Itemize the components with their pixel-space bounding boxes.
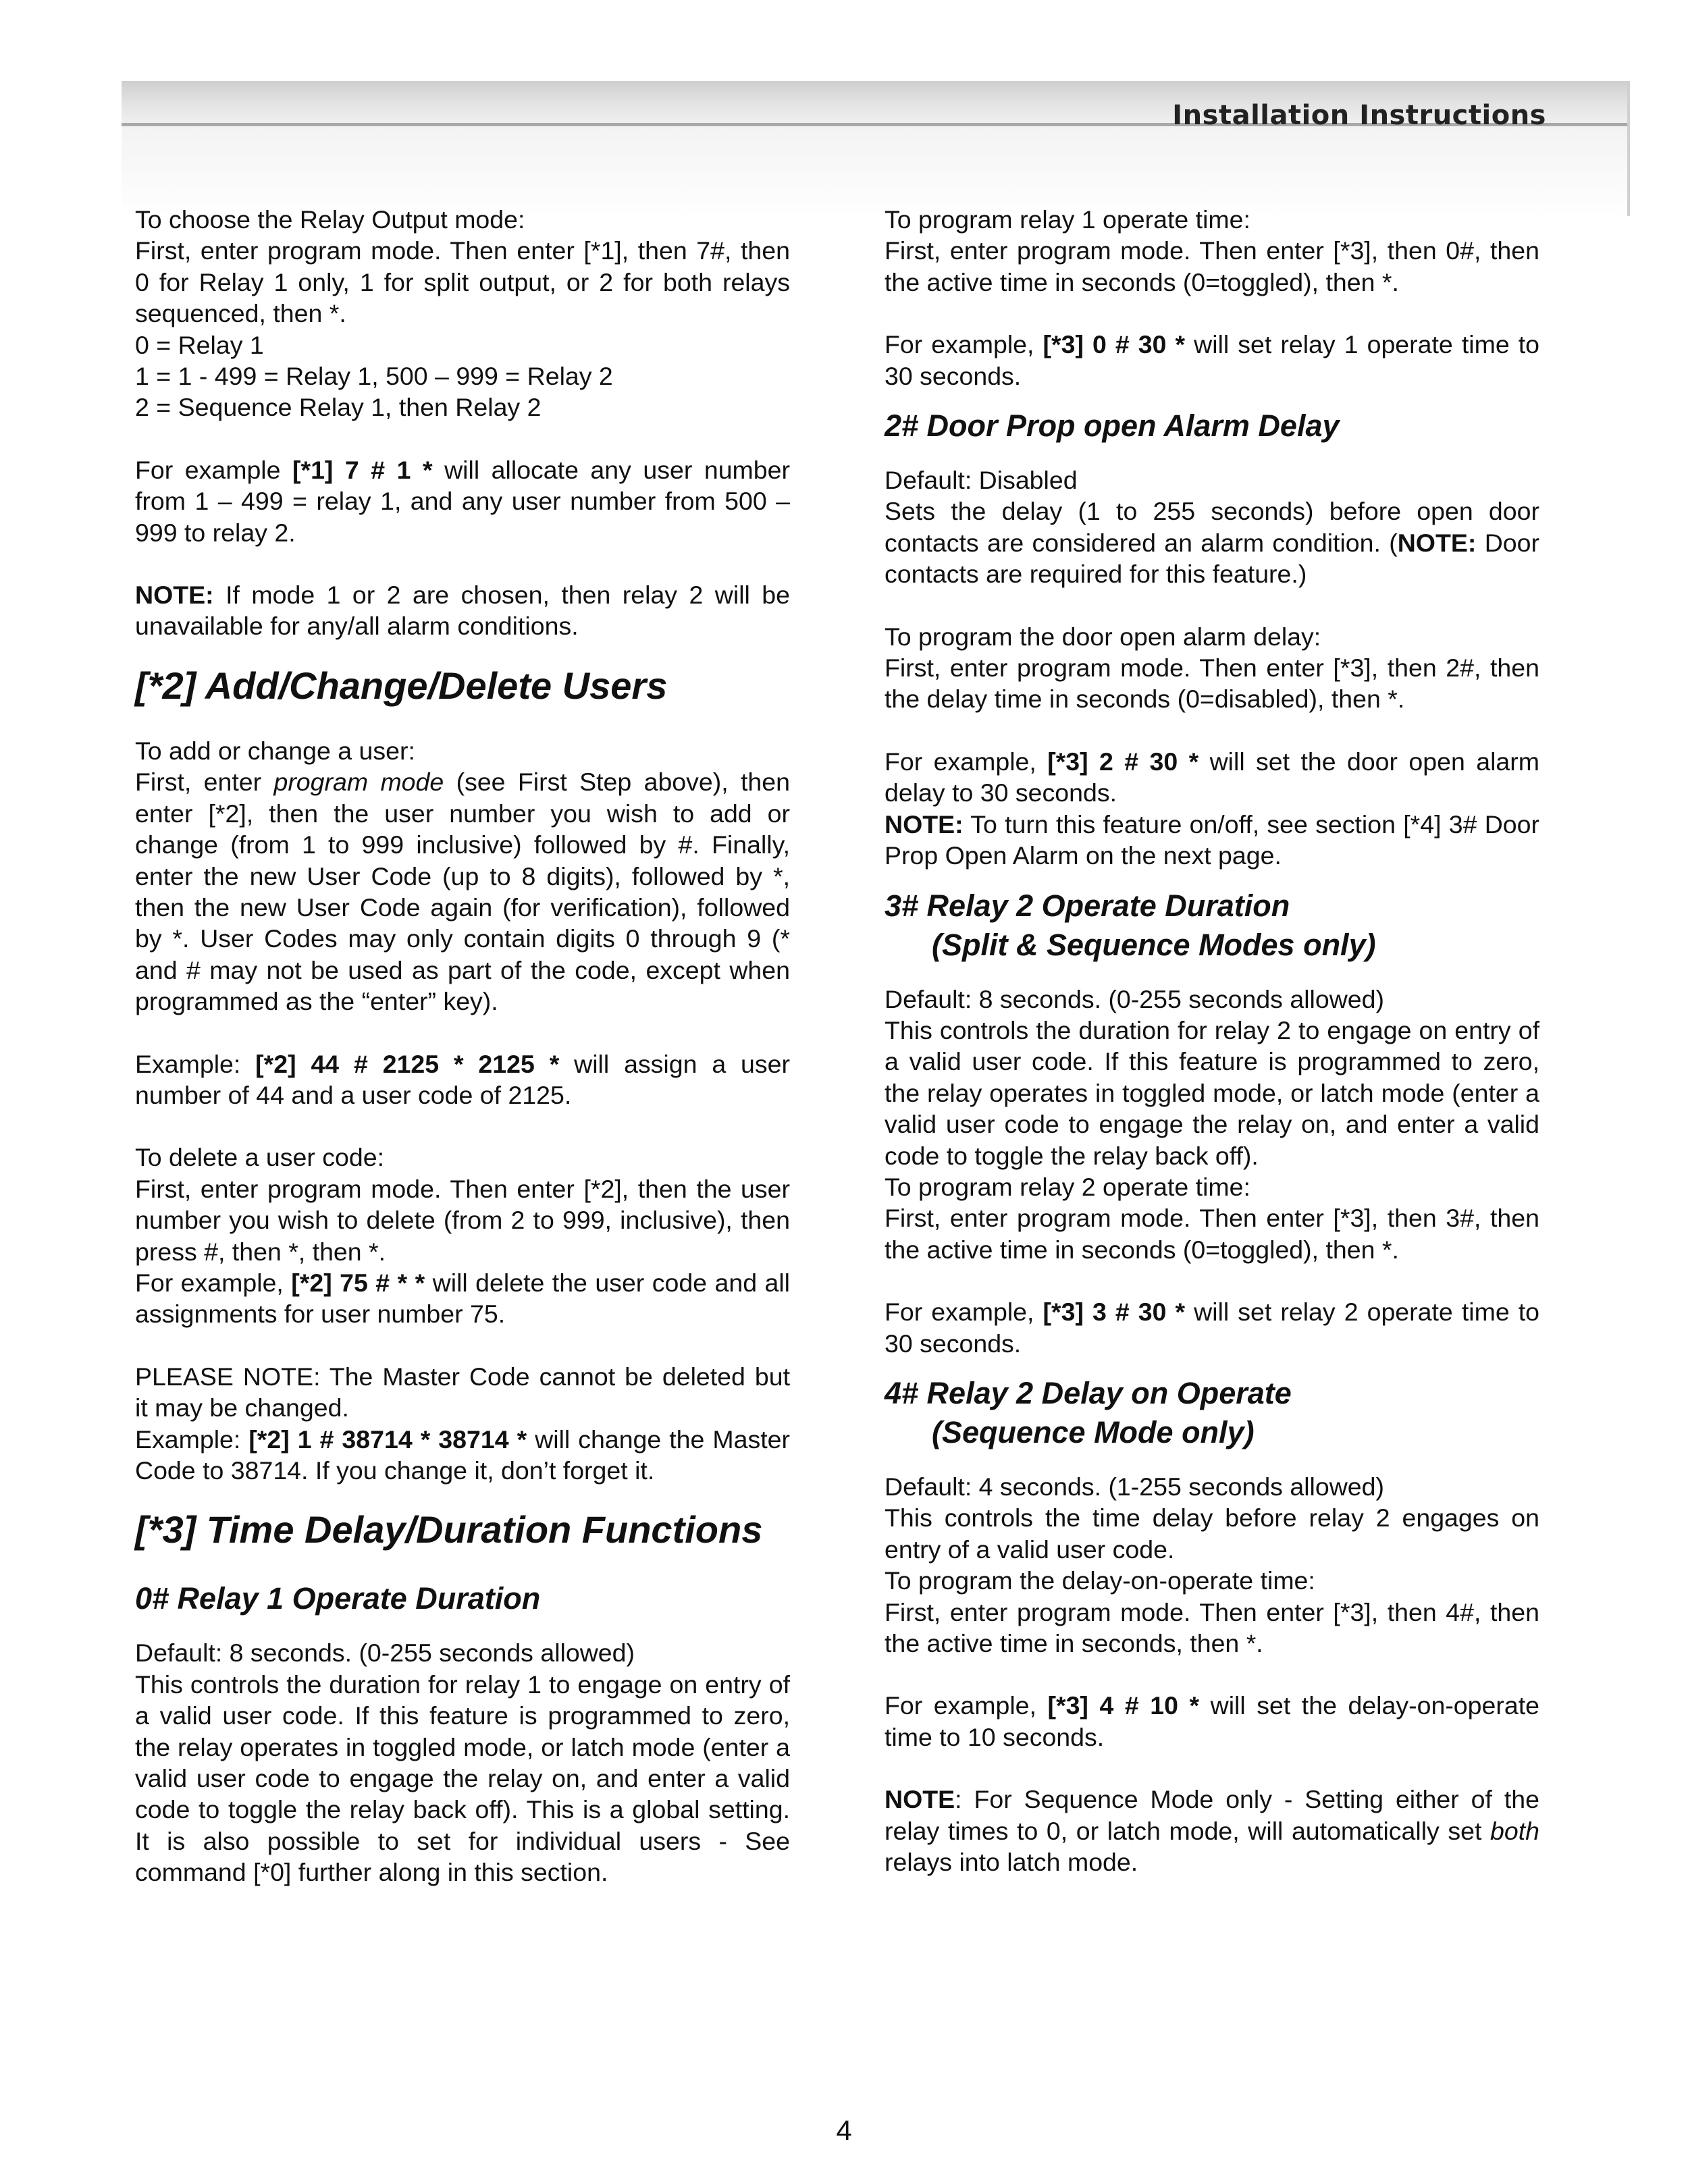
mode-0: 0 = Relay 1	[135, 330, 264, 359]
example-delete-user: For example, [*2] 75 # * * will delete the user code and all assignments for user number 75.	[135, 1268, 790, 1329]
example-relay2-delay: For example, [*3] 4 # 10 * will set the delay-on-operate time to 10 seconds.	[885, 1691, 1539, 1751]
relay2-delay-description: This controls the time delay before relay 2 engages on entry of a valid user code.	[885, 1503, 1539, 1564]
door-prop-program-intro: To program the door open alarm delay:	[885, 622, 1321, 651]
door-prop-description: Sets the delay (1 to 255 seconds) before open door contacts are considered an alarm condition. (NOTE: Door contacts are required for this feature.)	[885, 497, 1539, 589]
mode-2: 2 = Sequence Relay 1, then Relay 2	[135, 393, 542, 422]
add-user-intro: To add or change a user:	[135, 736, 415, 765]
page-number: 4	[836, 2114, 852, 2146]
relay2-delay-default: Default: 4 seconds. (1-255 seconds allowed)	[885, 1472, 1385, 1501]
section-heading-add-users: [*2] Add/Change/Delete Users	[135, 664, 668, 707]
relay2-delay-program-text: First, enter program mode. Then enter [*3], then 4#, then the active time in seconds, then *.	[885, 1597, 1539, 1657]
example-master-code: Example: [*2] 1 # 38714 * 38714 * will change the Master Code to 38714. If you change it, don’t forget it.	[135, 1424, 790, 1485]
relay2-program-text: First, enter program mode. Then enter [*3], then 3#, then the active time in seconds (0=toggled), then *.	[885, 1204, 1539, 1264]
note-door-prop: NOTE: To turn this feature on/off, see section [*4] 3# Door Prop Open Alarm on the next page.	[885, 809, 1539, 870]
door-prop-program-text: First, enter program mode. Then enter [*3], then 2#, then the delay time in seconds (0=disabled), then *.	[885, 654, 1539, 714]
example-relay2-time: For example, [*3] 3 # 30 * will set relay 2 operate time to 30 seconds.	[885, 1298, 1539, 1358]
section-heading-time-delay: [*3] Time Delay/Duration Functions	[135, 1508, 763, 1551]
delete-user-text: First, enter program mode. Then enter [*2], then the user number you wish to delete (from 2 to 999, inclusive), then press #, then *, then *.	[135, 1174, 790, 1266]
relay2-delay-program-intro: To program the delay-on-operate time:	[885, 1566, 1315, 1595]
right-column	[885, 204, 1539, 1877]
relay2-description: This controls the duration for relay 2 to engage on entry of a valid user code. If this feature is programmed to zero, the relay operates in toggled mode, or latch mode (enter a valid user code to engage the relay on, and enter a valid code to toggle the relay back off).	[885, 1015, 1539, 1170]
example-relay1-time: For example, [*3] 0 # 30 * will set relay 1 operate time to 30 seconds.	[885, 330, 1539, 390]
relay1-program-text: First, enter program mode. Then enter [*3], then 0#, then the active time in seconds (0=toggled), then *.	[885, 236, 1539, 296]
note-sequence-mode: NOTE: For Sequence Mode only - Setting either of the relay times to 0, or latch mode, will automatically set both relays into latch mode.	[885, 1785, 1539, 1877]
relay-mode-text: First, enter program mode. Then enter [*1], then 7#, then 0 for Relay 1 only, 1 for split output, or 2 for both relays sequenced, then *.	[135, 236, 790, 328]
subheading-relay1-duration: 0# Relay 1 Operate Duration	[135, 1581, 541, 1616]
add-user-text: First, enter program mode (see First Step above), then enter [*2], then the user number you wish to add or change (from 1 to 999 inclusive) followed by #. Finally, enter the new User Code (up to 8 digits), followed by *, then the new User Code again (for verification), followed by *. User Codes may only contain digits 0 through 9 (* and # may not be used as part of the code, except when programmed as the “enter” key).	[135, 768, 790, 1016]
example-add-user: Example: [*2] 44 # 2125 * 2125 * will assign a user number of 44 and a user code of 2125.	[135, 1049, 790, 1109]
note-relay-mode: NOTE: If mode 1 or 2 are chosen, then relay 2 will be unavailable for any/all alarm conditions.	[135, 581, 790, 641]
master-code-note: PLEASE NOTE: The Master Code cannot be deleted but it may be changed.	[135, 1362, 790, 1422]
relay2-program-intro: To program relay 2 operate time:	[885, 1172, 1250, 1201]
relay2-default: Default: 8 seconds. (0-255 seconds allowed)	[885, 984, 1385, 1013]
relay1-description: This controls the duration for relay 1 to engage on entry of a valid user code. If this feature is programmed to zero, the relay operates in toggled mode, or latch mode (enter a valid user code to engage the relay on, and enter a valid code to toggle the relay back off). This is a global setting. It is also possible to set for individual users - See command [*0] further along in this section.	[135, 1670, 790, 1887]
door-prop-default: Default: Disabled	[885, 466, 1078, 495]
relay1-default: Default: 8 seconds. (0-255 seconds allowed)	[135, 1639, 635, 1668]
left-column	[135, 204, 790, 1888]
example-door-prop: For example, [*3] 2 # 30 * will set the door open alarm delay to 30 seconds.	[885, 747, 1539, 807]
subheading-relay2-delay: 4# Relay 2 Delay on Operate (Sequence Mode only)	[885, 1375, 1292, 1449]
relay1-program-intro: To program relay 1 operate time:	[885, 205, 1250, 234]
example-relay-mode: For example [*1] 7 # 1 * will allocate any user number from 1 – 499 = relay 1, and any user number from 500 – 999 to relay 2.	[135, 455, 790, 547]
relay-mode-intro: To choose the Relay Output mode:	[135, 205, 525, 234]
page-header-title: Installation Instructions	[1172, 100, 1546, 131]
delete-user-intro: To delete a user code:	[135, 1143, 384, 1172]
subheading-door-prop: 2# Door Prop open Alarm Delay	[885, 408, 1340, 444]
subheading-relay2-duration: 3# Relay 2 Operate Duration (Split & Sequence Modes only)	[885, 888, 1376, 962]
mode-1: 1 = 1 - 499 = Relay 1, 500 – 999 = Relay 2	[135, 362, 613, 391]
